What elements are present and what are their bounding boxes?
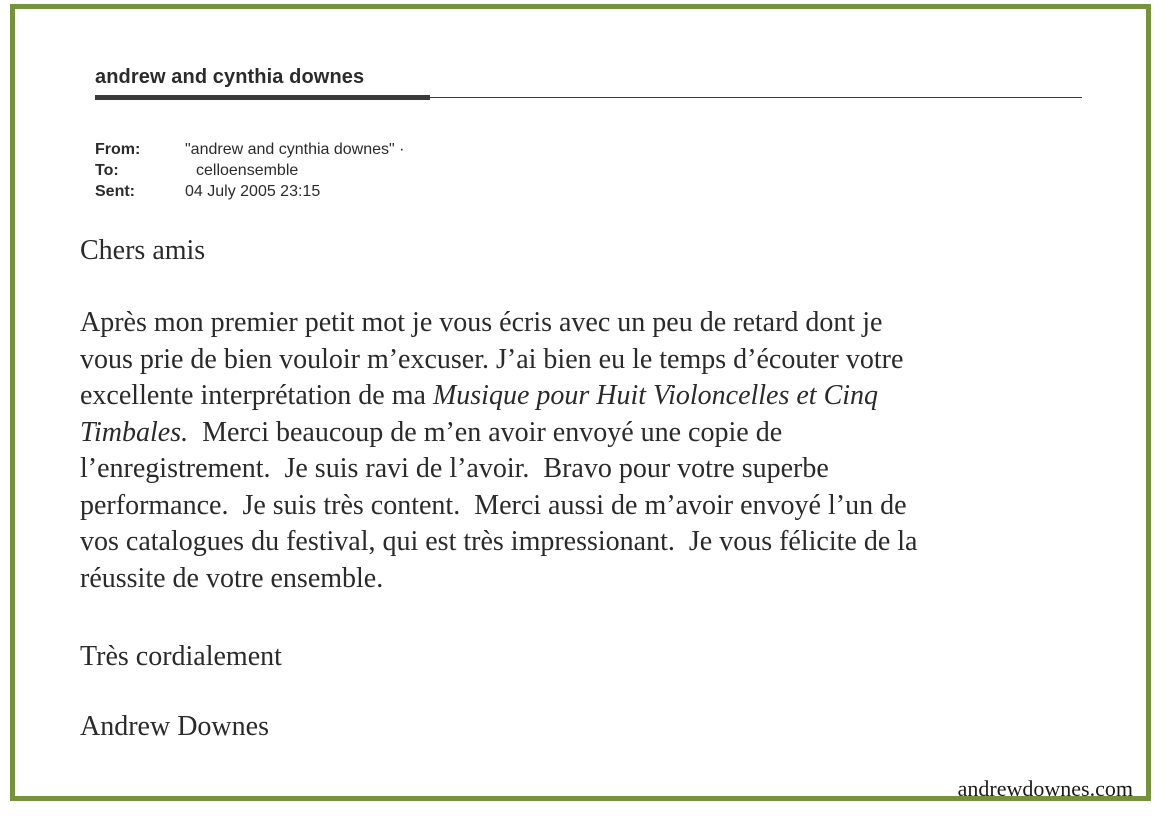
sent-label: Sent: — [95, 183, 135, 200]
email-header-title: andrew and cynthia downes — [95, 66, 365, 88]
letter-body — [80, 305, 1120, 597]
work-title-italic: Musique pour Huit Violoncelles et Cinq — [432, 380, 879, 411]
from-row — [95, 139, 404, 160]
to-row — [95, 160, 404, 181]
body-line: l’enregistrement. Je suis ravi de l’avoir. Bravo pour votre superbe — [80, 453, 829, 484]
body-line: performance. Je suis très content. Merci aussi de m’avoir envoyé l’un de — [80, 489, 907, 521]
to-value: celloensemble — [196, 162, 299, 179]
header-rule-accent — [95, 95, 430, 100]
body-text-segment: excellente interprétation de ma — [80, 380, 433, 411]
from-value: "andrew and cynthia downes" · — [185, 141, 405, 158]
footer-website: andrewdownes.com — [957, 776, 1133, 801]
letter-greeting: Chers amis — [80, 235, 206, 266]
sent-row — [95, 181, 404, 202]
to-label: To: — [95, 162, 119, 179]
body-line: vos catalogues du festival, qui est très impressionant. Je vous félicite de la — [80, 526, 918, 557]
body-line: réussite de votre ensemble. — [80, 562, 384, 594]
body-line — [80, 378, 1120, 415]
body-text-segment: Merci beaucoup de m’en avoir envoyé une copie de — [188, 416, 783, 448]
body-line: Après mon premier petit mot je vous écris avec un peu de retard dont je — [80, 307, 883, 338]
body-line — [80, 415, 1120, 452]
from-label: From: — [95, 141, 141, 158]
email-meta — [95, 139, 404, 202]
work-title-italic: Timbales. — [80, 416, 189, 448]
letter-closing: Très cordialement — [80, 641, 282, 672]
sent-value: 04 July 2005 23:15 — [185, 183, 321, 200]
body-line: vous prie de bien vouloir m’excuser. J’ai bien eu le temps d’écouter votre — [80, 343, 904, 375]
document-frame — [10, 4, 1151, 801]
letter-signature: Andrew Downes — [80, 711, 269, 742]
